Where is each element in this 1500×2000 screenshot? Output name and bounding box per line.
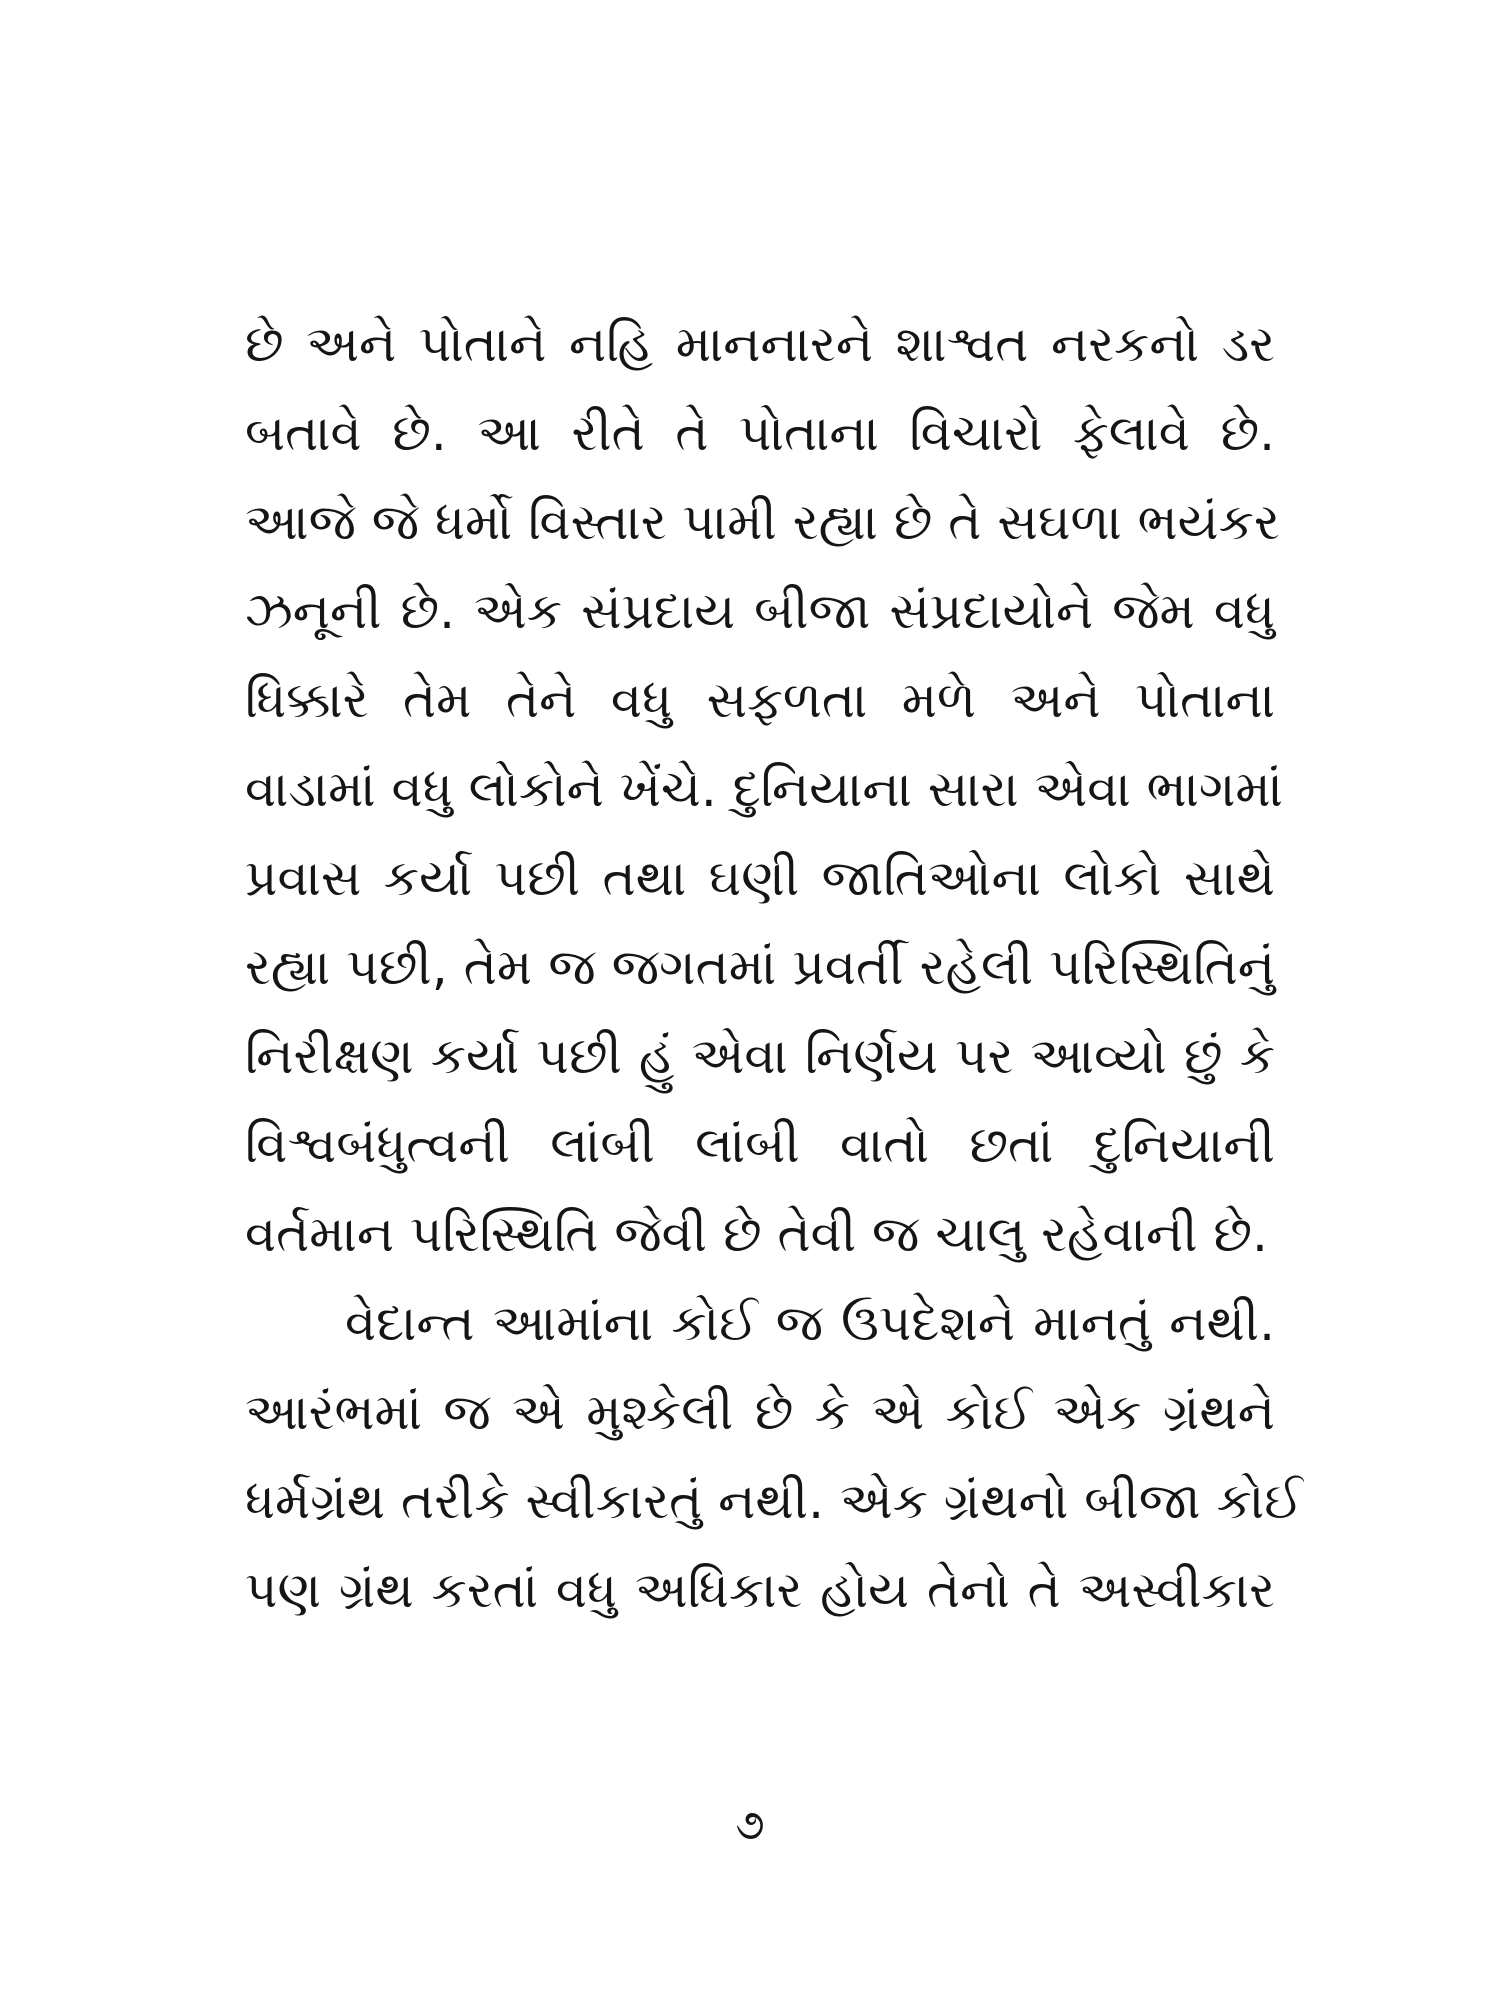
body-text: [245, 300, 1303, 1635]
text-line: વર્તમાન પરિસ્થિતિ જેવી છે તેવી જ ચાલુ રહેવાની છે.: [245, 1205, 1268, 1263]
text-line: આરંભમાં જ એ મુશ્કેલી છે કે એ કોઈ એક ગ્રંથને: [245, 1383, 1275, 1441]
text-line: નિરીક્ષણ કર્યા પછી હું એવા નિર્ણય પર આવ્યો છું કે: [245, 1027, 1275, 1085]
text-line: આજે જે ધર્મો વિસ્તાર પામી રહ્યા છે તે સઘળા ભયંકર: [245, 493, 1280, 551]
paragraph-start-line: વેદાન્ત આમાંના કોઈ જ ઉપદેશને માનતું નથી.: [345, 1294, 1275, 1352]
text-line: છે અને પોતાને નહિ માનનારને શાશ્વત નરકનો ડર: [245, 315, 1275, 373]
text-line: પણ ગ્રંથ કરતાં વધુ અધિકાર હોય તેનો તે અસ્વીકાર: [245, 1561, 1275, 1619]
text-line: બતાવે છે. આ રીતે તે પોતાના વિચારો ફેલાવે છે.: [245, 404, 1275, 462]
text-line: પ્રવાસ કર્યા પછી તથા ઘણી જાતિઓના લોકો સાથે: [245, 849, 1275, 907]
text-line: વિશ્વબંધુત્વની લાંબી લાંબી વાતો છતાં દુનિયાની: [245, 1116, 1275, 1174]
text-line: વાડામાં વધુ લોકોને ખેંચે. દુનિયાના સારા એવા ભાગમાં: [245, 760, 1283, 818]
text-line: ઝનૂની છે. એક સંપ્રદાય બીજા સંપ્રદાયોને જેમ વધુ: [245, 582, 1275, 640]
text-line: રહ્યા પછી, તેમ જ જગતમાં પ્રવર્તી રહેલી પરિસ્થિતિનું: [245, 938, 1275, 996]
text-line: ધર્મગ્રંથ તરીકે સ્વીકારતું નથી. એક ગ્રંથનો બીજા કોઈ: [245, 1472, 1303, 1530]
text-line: ધિક્કારે તેમ તેને વધુ સફળતા મળે અને પોતાના: [245, 671, 1275, 729]
page-number: ૭: [735, 1800, 765, 1849]
